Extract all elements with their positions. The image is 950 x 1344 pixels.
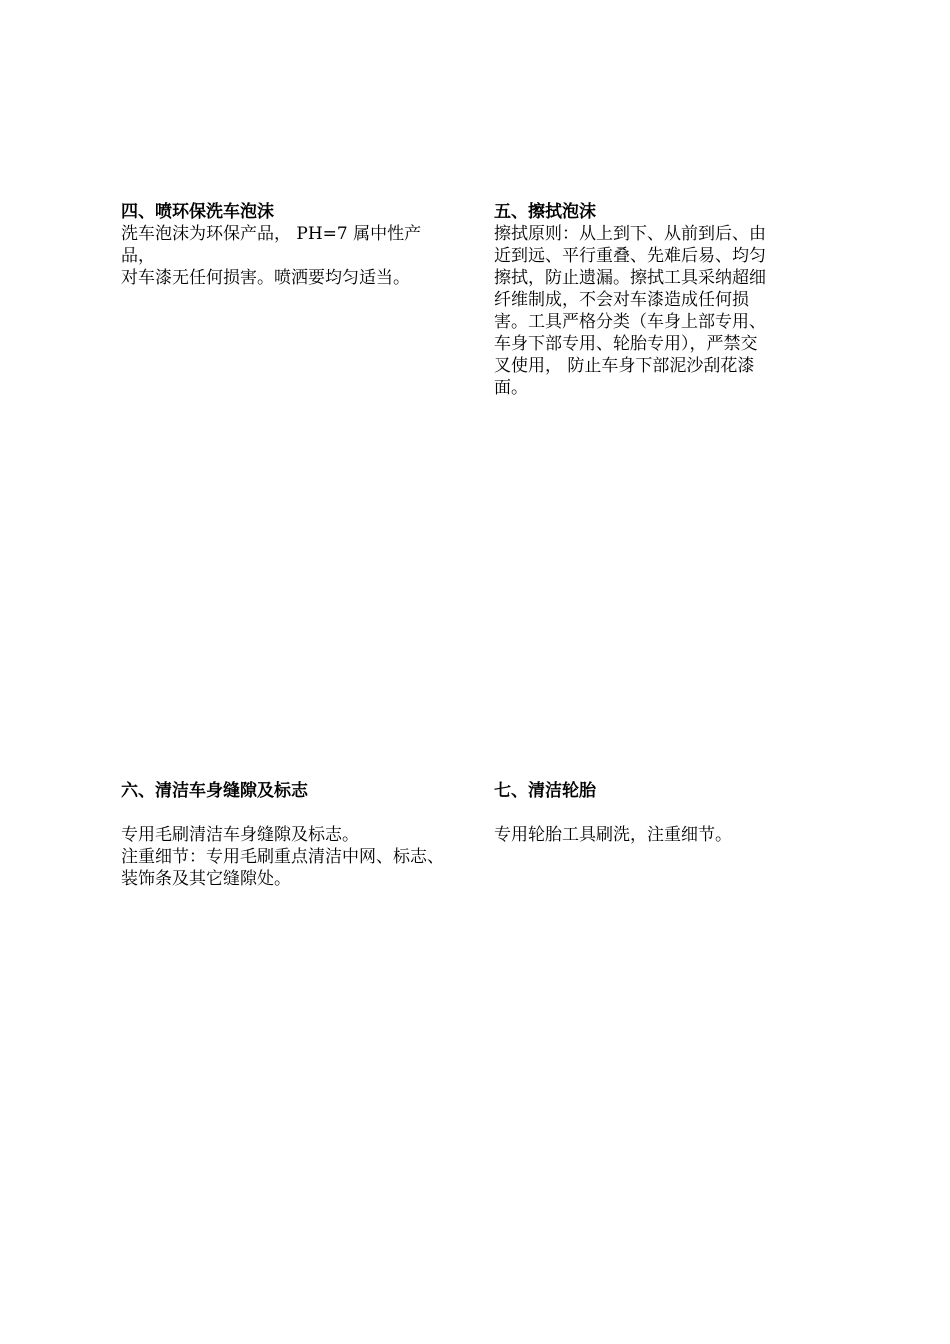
section-clean-tires (494, 780, 814, 846)
section-spray-foam (121, 201, 451, 289)
body-line: 近到远、平行重叠、先难后易、均匀 (494, 246, 766, 266)
section-body (494, 824, 814, 846)
body-line: 面。 (494, 378, 528, 398)
section-body (121, 223, 451, 289)
section-body (494, 223, 804, 399)
section-clean-gaps (121, 780, 491, 890)
body-line: 装饰条及其它缝隙处。 (121, 869, 291, 889)
body-line: 擦拭原则：从上到下、从前到后、由 (494, 224, 766, 244)
body-line: 注重细节：专用毛刷重点清洁中网、标志、 (121, 847, 444, 867)
section-heading: 七、清洁轮胎 (494, 781, 596, 801)
section-heading: 五、擦拭泡沫 (494, 202, 596, 222)
body-line: 品， (121, 246, 155, 266)
body-line: 对车漆无任何损害。喷洒要均匀适当。 (121, 268, 410, 288)
section-body (121, 824, 491, 890)
body-line: 叉使用， 防止车身下部泥沙刮花漆 (494, 356, 755, 376)
body-line: 专用轮胎工具刷洗，注重细节。 (494, 825, 732, 845)
body-line: 专用毛刷清洁车身缝隙及标志。 (121, 825, 359, 845)
body-line: 擦拭，防止遗漏。擦拭工具采纳超细 (494, 268, 766, 288)
section-heading: 六、清洁车身缝隙及标志 (121, 781, 308, 801)
section-heading: 四、喷环保洗车泡沫 (121, 202, 274, 222)
body-line: 洗车泡沫为环保产品， PH=7 属中性产 (121, 224, 422, 244)
section-wipe-foam (494, 201, 804, 399)
body-line: 车身下部专用、轮胎专用），严禁交 (494, 334, 758, 354)
body-line: 害。工具严格分类（车身上部专用、 (494, 312, 766, 332)
body-line: 纤维制成，不会对车漆造成任何损 (494, 290, 749, 310)
